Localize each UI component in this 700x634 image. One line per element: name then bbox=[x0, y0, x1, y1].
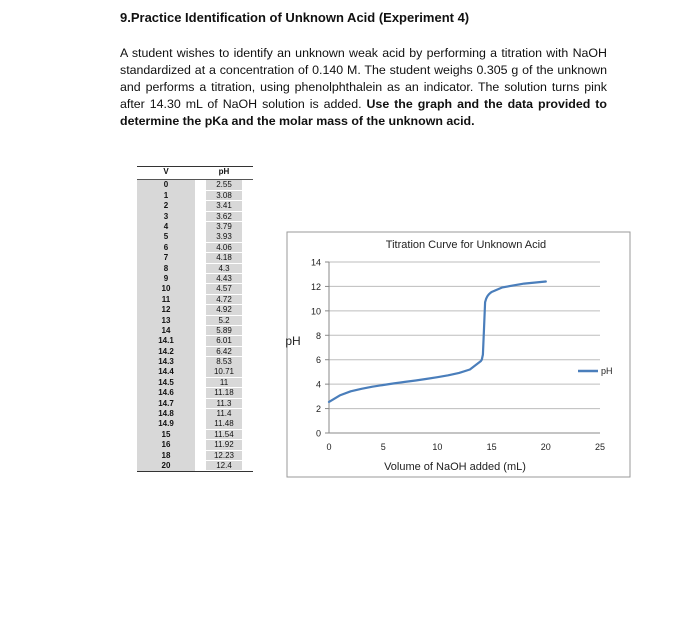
ph-value: 4.18 bbox=[206, 253, 242, 263]
volume-cell: 14.4 bbox=[137, 367, 195, 377]
y-axis-label: pH bbox=[285, 334, 301, 348]
volume-cell: 14.1 bbox=[137, 336, 195, 346]
ph-value: 4.57 bbox=[206, 284, 242, 294]
volume-cell: 14.9 bbox=[137, 419, 195, 429]
ph-value: 3.79 bbox=[206, 222, 242, 232]
volume-cell: 6 bbox=[137, 242, 195, 252]
ph-value: 6.01 bbox=[206, 336, 242, 346]
volume-cell: 18 bbox=[137, 450, 195, 460]
legend-label: pH bbox=[601, 366, 613, 376]
ph-value: 11 bbox=[206, 378, 242, 388]
ph-value: 11.92 bbox=[206, 440, 242, 450]
ph-value: 12.4 bbox=[206, 461, 242, 471]
ph-value: 4.72 bbox=[206, 295, 242, 305]
y-tick-label: 0 bbox=[315, 428, 321, 439]
volume-cell: 14.2 bbox=[137, 346, 195, 356]
chart-frame bbox=[287, 232, 630, 477]
volume-cell: 1 bbox=[137, 190, 195, 200]
ph-value: 4.92 bbox=[206, 305, 242, 315]
ph-value: 4.06 bbox=[206, 243, 242, 253]
volume-cell: 14.3 bbox=[137, 357, 195, 367]
volume-cell: 0 bbox=[137, 180, 195, 191]
y-tick-label: 4 bbox=[315, 379, 321, 390]
x-tick-label: 0 bbox=[326, 442, 332, 452]
y-tick-label: 10 bbox=[310, 306, 321, 317]
x-axis-label: Volume of NaOH added (mL) bbox=[384, 461, 526, 473]
chart-title: Titration Curve for Unknown Acid bbox=[385, 239, 547, 251]
ph-value: 3.41 bbox=[206, 201, 242, 211]
ph-value: 11.4 bbox=[206, 409, 242, 419]
x-tick-label: 20 bbox=[540, 442, 551, 452]
ph-value: 11.54 bbox=[206, 430, 242, 440]
ph-value: 4.43 bbox=[206, 274, 242, 284]
y-tick-label: 12 bbox=[310, 281, 321, 292]
ph-value: 5.2 bbox=[206, 316, 242, 326]
ph-value: 11.18 bbox=[206, 388, 242, 398]
x-tick-label: 5 bbox=[380, 442, 386, 452]
x-tick-label: 10 bbox=[432, 442, 443, 452]
volume-cell: 7 bbox=[137, 253, 195, 263]
header-volume: V bbox=[163, 167, 169, 176]
ph-value: 8.53 bbox=[206, 357, 242, 367]
volume-cell: 13 bbox=[137, 315, 195, 325]
volume-cell: 9 bbox=[137, 274, 195, 284]
volume-cell: 12 bbox=[137, 305, 195, 315]
volume-cell: 16 bbox=[137, 440, 195, 450]
ph-value: 3.62 bbox=[206, 212, 242, 222]
ph-value: 2.55 bbox=[206, 180, 242, 190]
ph-value: 11.48 bbox=[206, 419, 242, 429]
volume-cell: 14 bbox=[137, 325, 195, 335]
ph-value: 3.93 bbox=[206, 232, 242, 242]
volume-cell: 14.5 bbox=[137, 377, 195, 387]
volume-cell: 5 bbox=[137, 232, 195, 242]
ph-value: 12.23 bbox=[206, 451, 242, 461]
volume-cell: 14.8 bbox=[137, 409, 195, 419]
page-heading: 9.Practice Identification of Unknown Acid (Experiment 4) bbox=[120, 10, 470, 25]
volume-cell: 2 bbox=[137, 201, 195, 211]
header-ph: pH bbox=[218, 167, 230, 176]
x-tick-label: 25 bbox=[594, 442, 606, 452]
x-tick-label: 15 bbox=[486, 442, 497, 452]
problem-text: A student wishes to identify an unknown weak acid by performing a titration with NaOH standardized at a concentration of 0.140 M. The student weighs 0.305 g of the unknown and performs a titration, using phenolphthalein as an indicator. The solution turns pink after 14.30 mL of NaOH solution is added. bbox=[120, 46, 607, 111]
y-tick-label: 2 bbox=[315, 404, 321, 415]
problem-emphasis: Use the graph and the data provided to determine the pKa and the molar mass of the unknown acid. bbox=[120, 97, 607, 128]
ph-value: 4.3 bbox=[206, 264, 242, 274]
ph-value: 6.42 bbox=[206, 347, 242, 357]
volume-cell: 4 bbox=[137, 222, 195, 232]
volume-cell: 3 bbox=[137, 211, 195, 221]
y-tick-label: 6 bbox=[315, 355, 321, 366]
ph-value: 5.89 bbox=[206, 326, 242, 336]
ph-value: 3.08 bbox=[206, 191, 242, 201]
volume-cell: 10 bbox=[137, 284, 195, 294]
volume-cell: 14.6 bbox=[137, 388, 195, 398]
volume-cell: 20 bbox=[137, 461, 195, 472]
y-tick-label: 8 bbox=[315, 330, 321, 341]
ph-value: 10.71 bbox=[206, 367, 242, 377]
y-tick-label: 14 bbox=[310, 257, 321, 268]
volume-cell: 11 bbox=[137, 294, 195, 304]
volume-cell: 14.7 bbox=[137, 398, 195, 408]
volume-cell: 8 bbox=[137, 263, 195, 273]
volume-cell: 15 bbox=[137, 429, 195, 439]
ph-value: 11.3 bbox=[206, 399, 242, 409]
